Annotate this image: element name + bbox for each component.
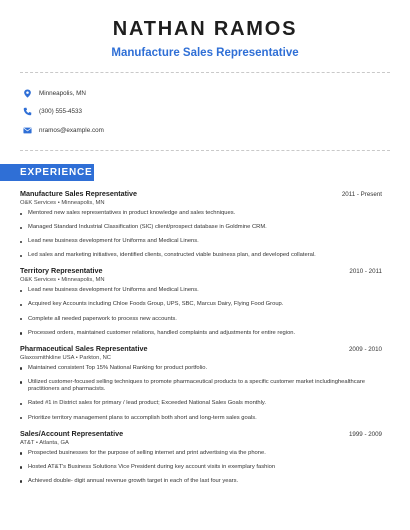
job-bullets xyxy=(20,287,382,337)
job-title: Pharmaceutical Sales Representative xyxy=(20,343,148,353)
bullet-item: Achieved double- digit annual revenue growth target in each of the last four years. xyxy=(20,478,382,486)
bullet-item: Lead new business development for Uniforms and Medical Linens. xyxy=(20,238,382,246)
job-title: Manufacture Sales Representative xyxy=(20,189,138,198)
contact-location-text: Minneapolis, MN xyxy=(39,89,86,97)
bullet-item: Utilized customer-focused selling techniques to promote pharmaceutical products to a specific customer market includinghealthcare practitioners and pharmacists. xyxy=(20,379,382,394)
job-entry xyxy=(20,189,382,260)
bullet-item: Complete all needed paperwork to process new accounts. xyxy=(20,316,382,324)
job-title: Territory Representative xyxy=(20,266,103,276)
experience-heading: EXPERIENCE xyxy=(0,164,94,181)
bullet-item: Maintained consistent Top 15% National Ranking for product portfolio. xyxy=(20,365,382,373)
envelope-icon xyxy=(22,125,32,135)
bullet-item: Mentored new sales representatives in product knowledge and sales techniques. xyxy=(20,210,382,218)
bullet-item: Prospected businesses for the purpose of selling internet and print advertising via the phone. xyxy=(20,450,382,458)
bullet-item: Lead new business development for Uniforms and Medical Linens. xyxy=(20,287,382,295)
bullet-item: Led sales and marketing initiatives, identified clients, constructed viable business plan, and developed collateral. xyxy=(20,252,382,260)
resume-header xyxy=(0,0,410,60)
bullet-item: Rated #1 in District sales for primary / lead product; Exceeded National Sales Goals monthly. xyxy=(20,400,382,408)
bullet-item: Managed Standard Industrial Classification (SIC) client/prospect database in Goldmine CRM. xyxy=(20,224,382,232)
job-entry xyxy=(20,344,382,422)
job-bullets xyxy=(20,365,382,422)
job-entry xyxy=(20,266,382,337)
contact-list xyxy=(22,84,410,139)
job-company: O&K Services • Minneapolis, MN xyxy=(20,200,105,206)
divider xyxy=(20,72,390,73)
job-dates: 1999 - 2009 xyxy=(348,430,382,438)
job-company: Glaxosmithkline USA • Parkton, NC xyxy=(20,354,111,361)
candidate-name: NATHAN RAMOS xyxy=(112,18,298,40)
contact-email xyxy=(22,121,410,139)
bullet-item: Processed orders, maintained customer relations, handled complaints and adjustments for entire region. xyxy=(20,330,382,338)
job-company: O&K Services • Minneapolis, MN xyxy=(20,277,105,284)
job-dates: 2009 - 2010 xyxy=(348,345,382,353)
bullet-item: Prioritize territory management plans to accomplish both short and long-term sales goals. xyxy=(20,415,382,423)
job-bullets xyxy=(20,450,382,486)
contact-phone-text: (300) 555-4533 xyxy=(39,108,83,115)
candidate-title: Manufacture Sales Representative xyxy=(111,47,299,59)
bullet-item: Hosted AT&T's Business Solutions Vice President during key account visits in exemplary fashion xyxy=(20,464,382,472)
contact-location xyxy=(22,84,410,102)
job-title: Sales/Account Representative xyxy=(20,428,124,438)
job-entry xyxy=(20,429,382,486)
divider xyxy=(20,150,390,151)
experience-list xyxy=(20,189,382,485)
bullet-item: Acquired key Accounts including Chloe Foods Group, UPS, SBC, Marcus Dairy, Flying Food Group. xyxy=(20,301,382,309)
location-pin-icon xyxy=(22,88,32,98)
job-dates: 2010 - 2011 xyxy=(349,268,382,276)
contact-phone xyxy=(22,103,410,121)
job-company: AT&T • Atlanta, GA xyxy=(20,439,69,446)
phone-icon xyxy=(22,107,32,117)
job-dates: 2011 - Present xyxy=(341,191,382,198)
contact-email-text[interactable]: nramos@example.com xyxy=(39,126,104,134)
job-bullets xyxy=(20,210,382,260)
